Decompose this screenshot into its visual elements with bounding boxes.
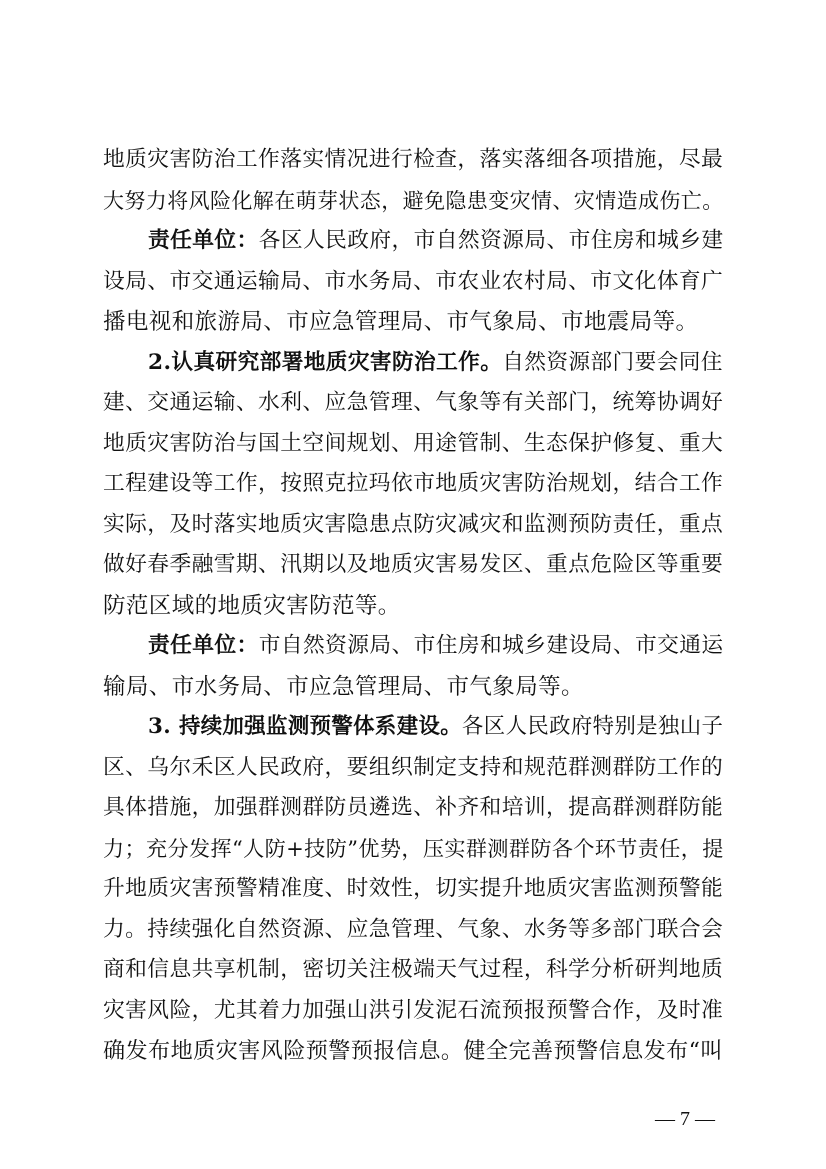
- text-line: [103, 910, 723, 951]
- text-segment: 各区人民政府特别是独山子: [462, 714, 724, 739]
- text-line: [103, 262, 723, 303]
- text-segment: 工程建设等工作，按照克拉玛依市地质灾害防治规划，结合工作: [103, 471, 724, 496]
- text-line: [103, 383, 723, 424]
- text-line: [103, 586, 723, 627]
- text-line: [103, 788, 723, 829]
- text-segment: 区、乌尔禾区人民政府，要组织制定支持和规范群测群防工作的: [103, 754, 724, 780]
- text-segment: 灾害风险，尤其着力加强山洪引发泥石流预报预警合作，及时准: [103, 997, 724, 1023]
- responsibility-line: [103, 221, 723, 262]
- text-segment: 播电视和旅游局、市应急管理局、市气象局、市地震局等。: [103, 309, 699, 335]
- text-segment: 力。持续强化自然资源、应急管理、气象、水务等多部门联合会: [103, 916, 724, 942]
- document-body: [103, 140, 723, 1072]
- text-line: [103, 464, 723, 505]
- text-line: [103, 991, 723, 1032]
- text-line: [103, 667, 723, 708]
- text-line: [103, 424, 723, 465]
- text-segment: 大努力将风险化解在萌芽状态，避免隐患变灾情、灾情造成伤亡。: [103, 188, 724, 213]
- text-segment: 实际，及时落实地质灾害隐患点防灾减灾和监测预防责任，重点: [103, 511, 724, 537]
- text-segment: 具体措施，加强群测群防员遴选、补齐和培训，提高群测群防能: [103, 795, 724, 820]
- section-heading-line: [103, 707, 723, 748]
- text-segment: 商和信息共享机制，密切关注极端天气过程，科学分析研判地质: [103, 957, 724, 982]
- text-line: [103, 869, 723, 910]
- responsibility-label: 责任单位：: [148, 228, 259, 253]
- text-segment: 输局、市水务局、市应急管理局、市气象局等。: [103, 673, 584, 700]
- text-line: [103, 140, 723, 181]
- text-segment: 地质灾害防治与国土空间规划、用途管制、生态保护修复、重大: [103, 430, 724, 456]
- text-line: [103, 545, 723, 586]
- text-segment: 自然资源部门要会同住: [502, 349, 723, 375]
- text-segment: 各区人民政府，市自然资源局、市住房和城乡建: [258, 228, 724, 253]
- text-line: [103, 302, 723, 343]
- text-line: [103, 181, 723, 222]
- text-segment: 力；充分发挥“人防+技防”优势，压实群测群防各个环节责任，提: [103, 835, 724, 861]
- text-line: [103, 1031, 723, 1072]
- text-segment: 地质灾害防治工作落实情况进行检查，落实落细各项措施，尽最: [103, 147, 724, 172]
- text-segment: 设局、市交通运输局、市水务局、市农业农村局、市文化体育广: [103, 268, 724, 294]
- text-segment: 防范区域的地质灾害防范等。: [103, 592, 401, 619]
- text-segment: 做好春季融雪期、汛期以及地质灾害易发区、重点危险区等重要: [103, 552, 724, 577]
- section-heading-3: 3. 持续加强监测预警体系建设。: [148, 714, 463, 739]
- section-heading-line: [103, 343, 723, 384]
- text-segment: 建、交通运输、水利、应急管理、气象等有关部门，统筹协调好: [103, 390, 724, 415]
- text-segment: 确发布地质灾害风险预警预报信息。健全完善预警信息发布“叫: [103, 1038, 723, 1064]
- text-line: [103, 505, 723, 546]
- text-segment: 市自然资源局、市住房和城乡建设局、市交通运: [258, 633, 724, 658]
- text-line: [103, 829, 723, 870]
- responsibility-line: [103, 626, 723, 667]
- text-line: [103, 748, 723, 789]
- section-heading-2: 2.认真研究部署地质灾害防治工作。: [148, 349, 503, 375]
- responsibility-label: 责任单位：: [148, 633, 259, 658]
- page-number: — 7 —: [655, 1108, 715, 1130]
- text-line: [103, 950, 723, 991]
- text-segment: 升地质灾害预警精准度、时效性，切实提升地质灾害监测预警能: [103, 876, 724, 901]
